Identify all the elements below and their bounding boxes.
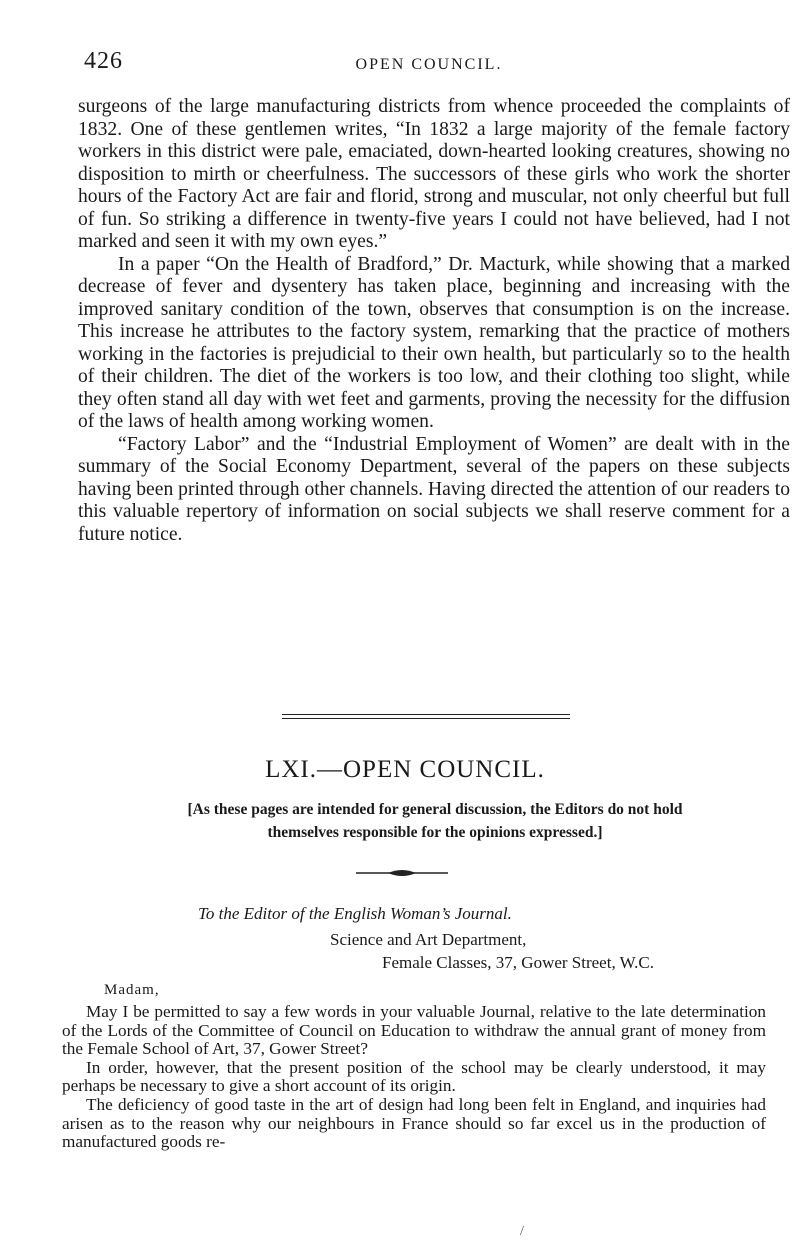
- body-paragraph: “Factory Labor” and the “Industrial Employment of Women” are dealt with in the summary of the Social Economy Department, several of the papers on these subjects having been printed through other channels. Having directed the attention of our readers to this valuable repertory of information on social subjects we shall reserve comment for a future notice.: [78, 433, 790, 545]
- editorial-disclaimer: [90, 798, 780, 844]
- disclaimer-line: themselves responsible for the opinions expressed.]: [267, 824, 603, 841]
- running-title: OPEN COUNCIL.: [355, 56, 503, 73]
- letter-paragraph: The deficiency of good taste in the art of design had long been felt in England, and inquiries had arisen as to the reason why our neighbours in France should so far excel us in the production of manufactured goods re-: [62, 1094, 766, 1152]
- article-body: [78, 96, 790, 546]
- sender-address-line: Science and Art Department,: [330, 930, 527, 949]
- letter-salutation: Madam,: [104, 982, 160, 998]
- divider-rule: [282, 718, 570, 719]
- divider-rule: [282, 714, 570, 715]
- body-paragraph: In a paper “On the Health of Bradford,” Dr. Macturk, while showing that a marked decrease of fever and dysentery has taken place, beginning and increasing with the improved sanitary condition of the town, observes that consumption is on the increase. This increase he attributes to the factory system, remarking that the practice of mothers working in the factories is prejudicial to their own health, but particularly so to the health of their children. The diet of the workers is too low, and their clothing too slight, while they often stand all day with wet feet and garments, proving the necessity for the diffusion of the laws of health among working women.: [78, 253, 790, 432]
- page-number: 426: [84, 48, 123, 74]
- disclaimer-line: [As these pages are intended for general discussion, the Editors do not hold: [187, 801, 683, 818]
- ornament-dash-icon: [354, 866, 450, 880]
- section-title: LXI.—OPEN COUNCIL.: [265, 756, 545, 783]
- sender-address-line: Female Classes, 37, Gower Street, W.C.: [382, 953, 654, 972]
- letter-paragraph: May I be permitted to say a few words in your valuable Journal, relative to the late determination of the Lords of the Committee of Council on Education to withdraw the annual grant of money from the Female School of Art, 37, Gower Street?: [62, 1002, 766, 1059]
- body-paragraph: surgeons of the large manufacturing districts from whence proceeded the complaints of 1832. One of these gentlemen writes, “In 1832 a large majority of the female factory workers in this district were pale, emaciated, down-hearted looking creatures, showing no disposition to mirth or cheerfulness. The successors of these girls who work the shorter hours of the Factory Act are fair and florid, strong and muscular, not only cheerful but full of fun. So striking a difference in twenty-five years I could not have believed, had I not marked and seen it with my own eyes.”: [78, 96, 790, 252]
- stray-mark: /: [520, 1224, 524, 1239]
- page-header: [84, 48, 774, 82]
- letter-paragraph: In order, however, that the present position of the school may be clearly understood, it may perhaps be necessary to give a short account of its origin.: [62, 1057, 766, 1096]
- letter-body: [62, 1003, 766, 1152]
- section-divider: [282, 714, 570, 719]
- letter-addressee: To the Editor of the English Woman’s Journal.: [198, 904, 512, 923]
